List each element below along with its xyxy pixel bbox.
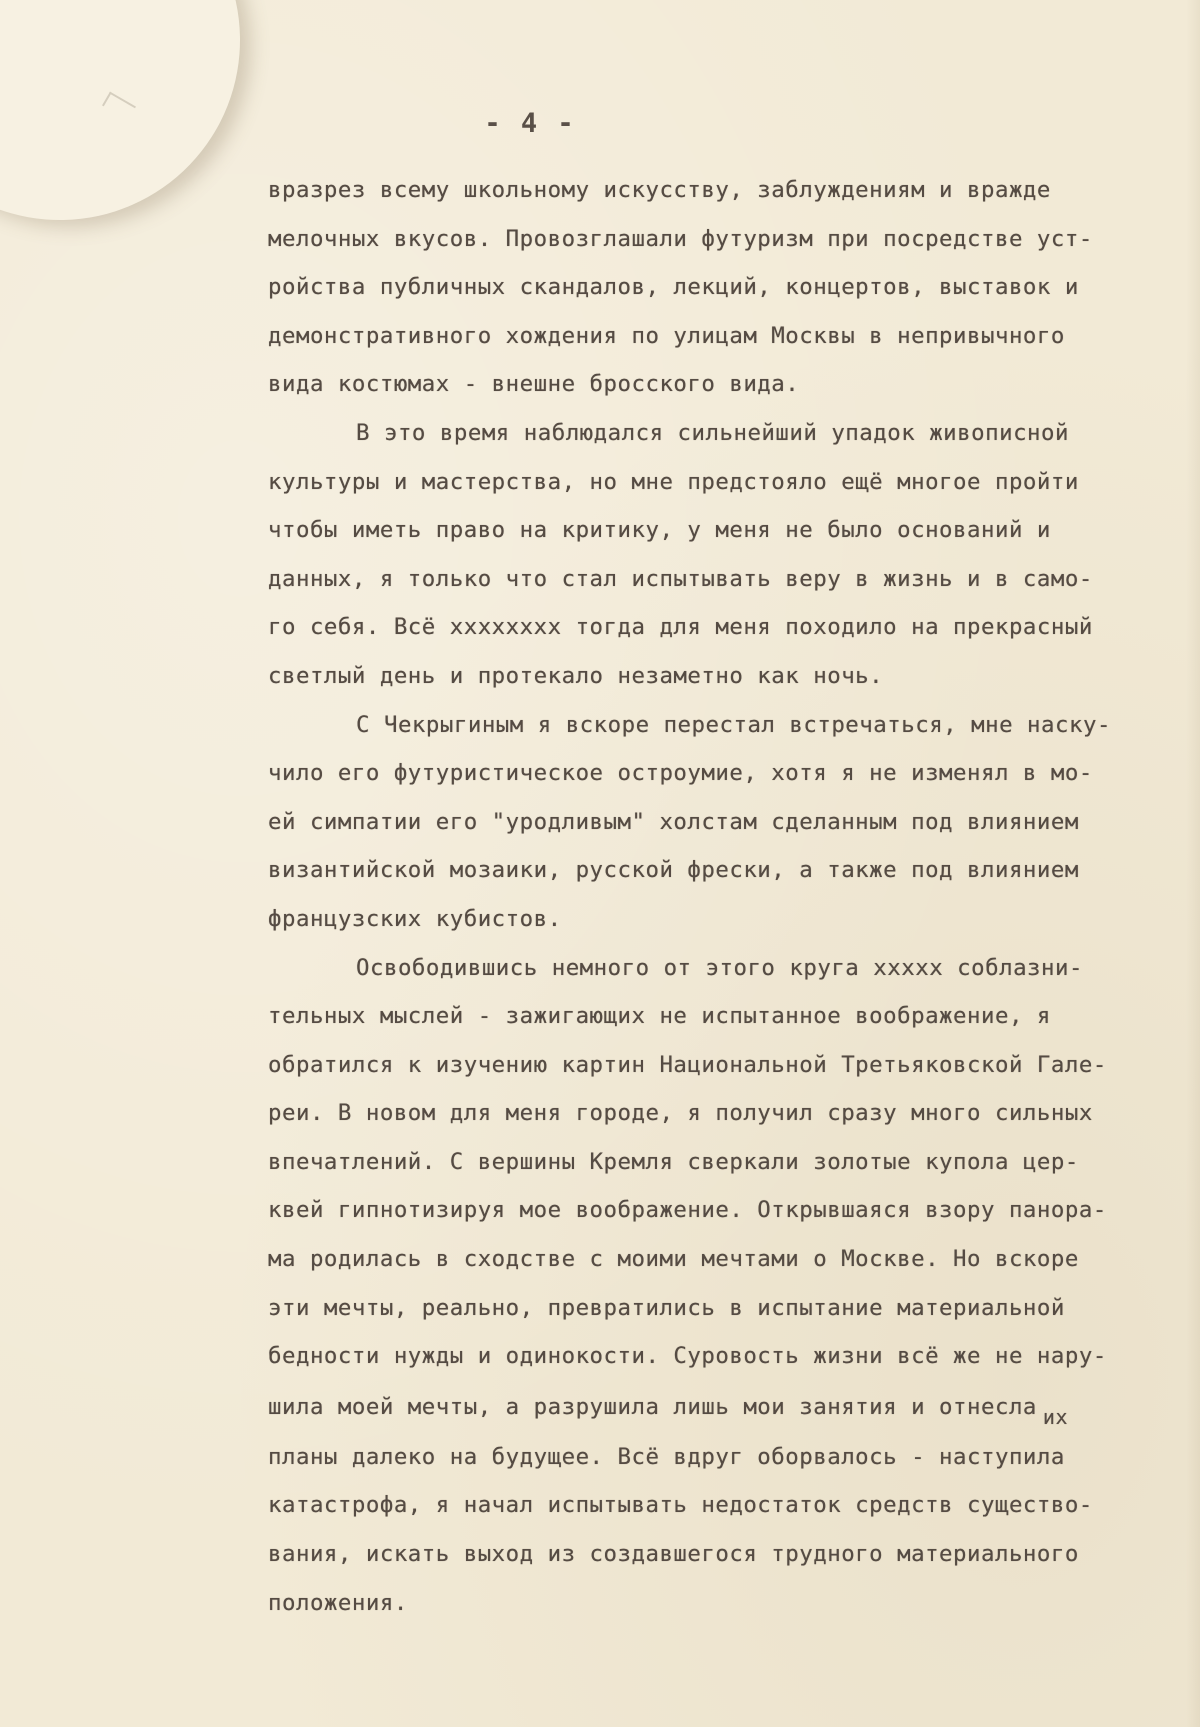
text-line: светлый день и протекало незаметно как ночь. (268, 662, 884, 689)
page-number: - 4 - (484, 108, 576, 139)
text-line: впечатлений. С вершины Кремля сверкали золотые купола цер- (268, 1148, 1079, 1175)
text-line: ма родилась в сходстве с моими мечтами о Москве. Но вскоре (268, 1246, 1079, 1273)
text-line: катастрофа, я начал испытывать недостаток средств существо- (268, 1492, 1093, 1519)
typewritten-body (268, 166, 1168, 1627)
text-line: шила моей мечты, а разрушила лишь мои занятия и отнесла (268, 1393, 1037, 1420)
text-line: эти мечты, реально, превратились в испытание материальной (268, 1294, 1065, 1321)
text-line: вразрез всему школьному искусству, заблуждениям и вражде (268, 177, 1051, 203)
text-line: В это время наблюдался сильнейший упадок живописной (356, 419, 1069, 446)
text-line: ройства публичных скандалов, лекций, концертов, выставок и (268, 274, 1079, 301)
text-line: квей гипнотизируя мое воображение. Открывшаяся взору панора- (268, 1197, 1107, 1224)
text-line: положения. (268, 1589, 408, 1616)
text-line: культуры и мастерства, но мне предстояло ещё многое пройти (268, 468, 1079, 495)
text-line: мелочных вкусов. Провозглашали футуризм при посредстве уст- (268, 225, 1093, 252)
text-line: тельных мыслей - зажигающих не испытанное воображение, я (268, 1003, 1051, 1030)
text-line: бедности нужды и одинокости. Суровость жизни всё же не нару- (268, 1343, 1107, 1370)
text-line: вания, искать выход из создавшегося трудного материального (268, 1541, 1079, 1568)
text-line: С Чекрыгиным я вскоре перестал встречаться, мне наску- (356, 711, 1111, 738)
handwritten-insert: их (1042, 1404, 1069, 1429)
text-line-with-insert (268, 1381, 1168, 1433)
text-line: данных, я только что стал испытывать веру в жизнь и в само- (268, 565, 1093, 592)
text-line: чтобы иметь право на критику, у меня не было оснований и (268, 517, 1051, 544)
text-line: обратился к изучению картин Национальной Третьяковской Гале- (268, 1051, 1107, 1078)
text-line: демонстративного хождения по улицам Москвы в непривычного (268, 322, 1065, 349)
text-line: вида костюмах - внешне бросского вида. (268, 371, 800, 398)
text-line: реи. В новом для меня городе, я получил сразу много сильных (268, 1100, 1093, 1127)
text-line: планы далеко на будущее. Всё вдруг оборвалось - наступила (268, 1443, 1065, 1470)
text-line: ей симпатии его "уродливым" холстам сделанным под влиянием (268, 808, 1079, 835)
text-line: го себя. Всё хххххххх тогда для меня походило на прекрасный (268, 614, 1093, 641)
text-line: чило его футуристическое остроумие, хотя я не изменял в мо- (268, 760, 1093, 787)
paper-edge-shadow (1186, 0, 1200, 1727)
text-line: Освободившись немного от этого круга ххххх соблазни- (356, 954, 1083, 981)
text-line: византийской мозаики, русской фрески, а также под влиянием (268, 857, 1079, 884)
text-line: французских кубистов. (268, 905, 562, 932)
